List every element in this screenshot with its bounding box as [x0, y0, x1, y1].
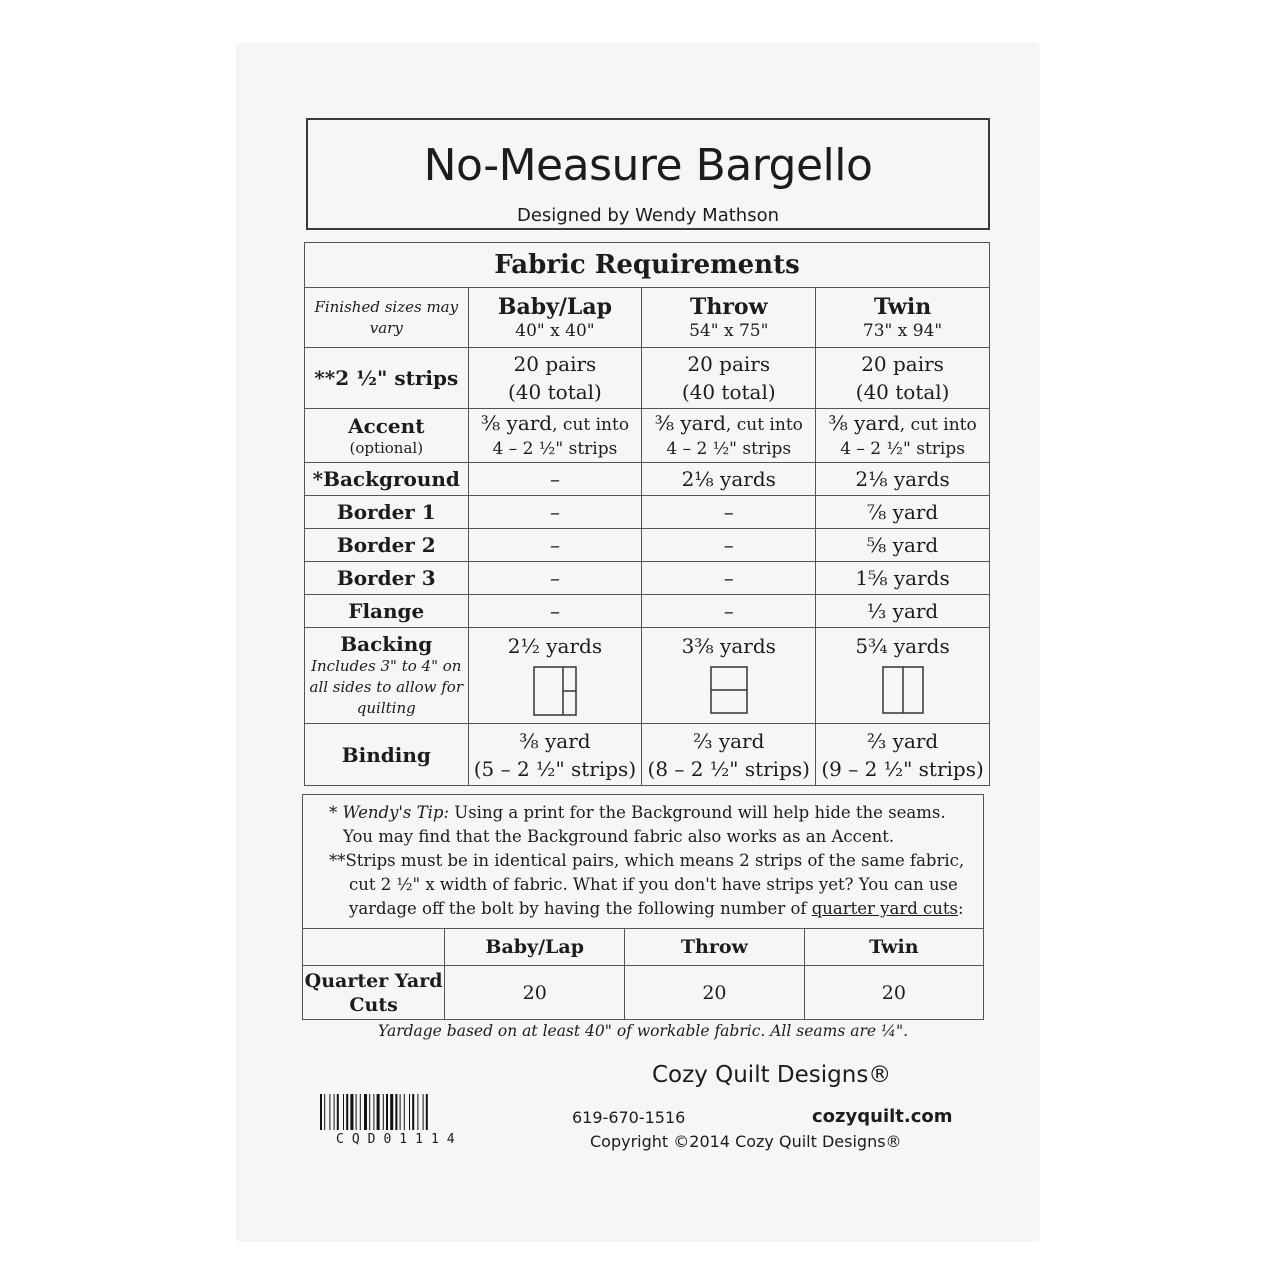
row-label: Border 3: [305, 562, 469, 595]
table-cell: –: [468, 562, 642, 595]
table-row: [305, 562, 990, 595]
table-row: [303, 966, 984, 1020]
table-cell: 1⅝ yards: [816, 562, 990, 595]
backing-layout-diagram: [533, 666, 577, 716]
table-cell: 20: [445, 966, 625, 1020]
row-label: *Background: [305, 463, 469, 496]
strips-line-2: cut 2 ½" x width of fabric. What if you don't have strips yet? You can use: [349, 875, 958, 894]
cell-line: , cut into: [725, 414, 803, 435]
cell-line: 3⅜ yards: [681, 634, 776, 658]
cell-line: 4 – 2 ½" strips: [492, 438, 618, 459]
finished-size-note: Finished sizes may vary: [305, 288, 469, 348]
phone-number: 619-670-1516: [572, 1108, 686, 1127]
table-cell: –: [642, 562, 816, 595]
backing-layout-diagram: [882, 666, 924, 714]
table-row: [305, 628, 990, 724]
tip-text: Using a print for the Background will help hide the seams.: [449, 803, 946, 822]
table-row: [305, 724, 990, 786]
quarter-yard-table: [302, 928, 984, 1020]
barcode: [320, 1094, 500, 1130]
cell-line: ⅜ yard: [654, 410, 726, 435]
barcode-bar: [337, 1094, 339, 1130]
row-label: Flange: [305, 595, 469, 628]
barcode-bar: [369, 1094, 370, 1130]
barcode-bar: [329, 1094, 330, 1130]
cell-line: , cut into: [899, 414, 977, 435]
cell-line: ⅜ yard: [519, 728, 591, 753]
backing-note: Includes 3" to 4" on all sides to allow for quilting: [309, 657, 464, 717]
column-header: [468, 288, 642, 348]
barcode-bar: [356, 1094, 357, 1130]
strips-text: yardage off the bolt by having the following number of: [349, 899, 812, 918]
tip-line-2: You may find that the Background fabric also works as an Accent.: [343, 827, 895, 846]
table-cell: [468, 724, 642, 786]
cell-line: ⅔ yard: [866, 728, 939, 753]
table-row: [305, 529, 990, 562]
table-row: [305, 595, 990, 628]
column-name: Throw: [625, 929, 805, 966]
cell-line: 5¾ yards: [855, 634, 950, 658]
cell-line: 20 pairs: [861, 352, 944, 376]
table-cell: –: [642, 529, 816, 562]
tip-line: [329, 801, 969, 825]
row-label: Border 2: [305, 529, 469, 562]
notes-box: [302, 794, 984, 929]
table-cell: 2⅛ yards: [642, 463, 816, 496]
strips-line-3: [329, 897, 969, 921]
tip-name: Wendy's Tip:: [342, 803, 450, 822]
cell-line: , cut into: [552, 414, 630, 435]
cell-line: 20 pairs: [513, 352, 597, 376]
row-label: [305, 409, 469, 463]
title-box: [306, 118, 990, 230]
barcode-bar: [426, 1094, 428, 1130]
barcode-bar: [350, 1094, 353, 1130]
column-header: [642, 288, 816, 348]
table-cell: –: [642, 595, 816, 628]
cell-line: (8 – 2 ½" strips): [647, 756, 810, 781]
cell-line: (9 – 2 ½" strips): [821, 756, 984, 781]
cell-line: (40 total): [681, 380, 776, 404]
brand-name: Cozy Quilt Designs®: [652, 1062, 892, 1088]
column-size: 40" x 40": [515, 320, 595, 341]
backing-layout-diagram: [710, 666, 748, 714]
table-cell: [642, 409, 816, 463]
website: cozyquilt.com: [812, 1106, 953, 1127]
cell-line: ⅔ yard: [693, 728, 765, 753]
column-name: Twin: [873, 293, 932, 320]
column-size: 73" x 94": [862, 320, 943, 341]
table-cell: –: [468, 496, 642, 529]
row-label: Border 1: [305, 496, 469, 529]
sku-number: CQD01114: [336, 1132, 463, 1147]
barcode-bar: [343, 1094, 344, 1130]
barcode-bar: [390, 1094, 393, 1130]
barcode-bar: [324, 1094, 325, 1130]
designer-credit: Designed by Wendy Mathson: [516, 205, 780, 226]
table-cell: [642, 724, 816, 786]
table-row: [305, 409, 990, 463]
pattern-title: No-Measure Bargello: [423, 140, 873, 191]
table-row: [305, 496, 990, 529]
cell-line: 4 – 2 ½" strips: [840, 438, 965, 459]
row-label: Binding: [305, 724, 469, 786]
cell-line: ⅜ yard: [828, 410, 900, 435]
barcode-bar: [386, 1094, 388, 1130]
barcode-bar: [373, 1094, 374, 1130]
fabric-requirements-table: [304, 242, 990, 786]
barcode-bar: [334, 1094, 335, 1130]
tip-prefix: *: [329, 803, 343, 822]
table-cell: [642, 348, 816, 409]
yardage-note: Yardage based on at least 40" of workable fabric. All seams are ¼".: [377, 1022, 909, 1040]
table-cell: [468, 628, 642, 724]
table-cell: –: [642, 496, 816, 529]
table-cell: [816, 628, 990, 724]
table-cell: [816, 724, 990, 786]
cell-line: 2½ yards: [507, 634, 603, 658]
barcode-bar: [395, 1094, 397, 1130]
table-cell: ⅝ yard: [816, 529, 990, 562]
cell-line: (40 total): [508, 380, 602, 404]
column-size: 54" x 75": [689, 320, 769, 341]
barcode-bar: [409, 1094, 410, 1130]
table-cell: 20: [804, 966, 983, 1020]
table-cell: [468, 409, 642, 463]
backing-label: Backing: [340, 632, 433, 656]
barcode-bar: [360, 1094, 361, 1130]
cell-line: (5 – 2 ½" strips): [473, 756, 637, 781]
table-cell: –: [468, 595, 642, 628]
column-name: Baby/Lap: [445, 929, 625, 966]
barcode-bar: [417, 1094, 418, 1130]
copyright: Copyright ©2014 Cozy Quilt Designs®: [590, 1132, 902, 1151]
column-name: Baby/Lap: [497, 293, 613, 320]
cell-line: ⅜ yard: [480, 410, 553, 435]
table-cell: [468, 348, 642, 409]
blank-header-cell: [303, 929, 445, 966]
cell-line: (40 total): [855, 380, 950, 404]
barcode-bar: [423, 1094, 424, 1130]
cell-line: 4 – 2 ½" strips: [666, 438, 792, 459]
accent-sub: (optional): [349, 439, 424, 457]
accent-label: Accent: [348, 414, 425, 438]
barcode-bar: [404, 1094, 405, 1130]
cell-line: 20 pairs: [687, 352, 771, 376]
table-cell: ⅞ yard: [816, 496, 990, 529]
quarter-yard-cuts-term: quarter yard cuts: [811, 899, 958, 918]
row-label: [305, 628, 469, 724]
table-cell: –: [468, 529, 642, 562]
table-caption: Fabric Requirements: [305, 243, 990, 288]
table-cell: ⅓ yard: [816, 595, 990, 628]
table-cell: –: [468, 463, 642, 496]
row-label: **2 ½" strips: [305, 348, 469, 409]
table-cell: [642, 628, 816, 724]
column-name: Twin: [804, 929, 983, 966]
barcode-bar: [383, 1094, 384, 1130]
table-cell: [816, 409, 990, 463]
column-header: [816, 288, 990, 348]
barcode-bar: [320, 1094, 322, 1130]
table-cell: [816, 348, 990, 409]
table-cell: 20: [625, 966, 805, 1020]
barcode-bar: [377, 1094, 380, 1130]
strips-end: :: [958, 899, 964, 918]
barcode-bar: [412, 1094, 414, 1130]
column-name: Throw: [689, 293, 768, 320]
table-cell: 2⅛ yards: [816, 463, 990, 496]
barcode-bar: [364, 1094, 367, 1130]
table-row: [305, 348, 990, 409]
table-row: [305, 463, 990, 496]
row-label: Quarter Yard Cuts: [303, 966, 445, 1020]
barcode-bar: [346, 1094, 348, 1130]
strips-line-1: **Strips must be in identical pairs, which means 2 strips of the same fabric,: [329, 851, 965, 870]
barcode-bar: [400, 1094, 401, 1130]
